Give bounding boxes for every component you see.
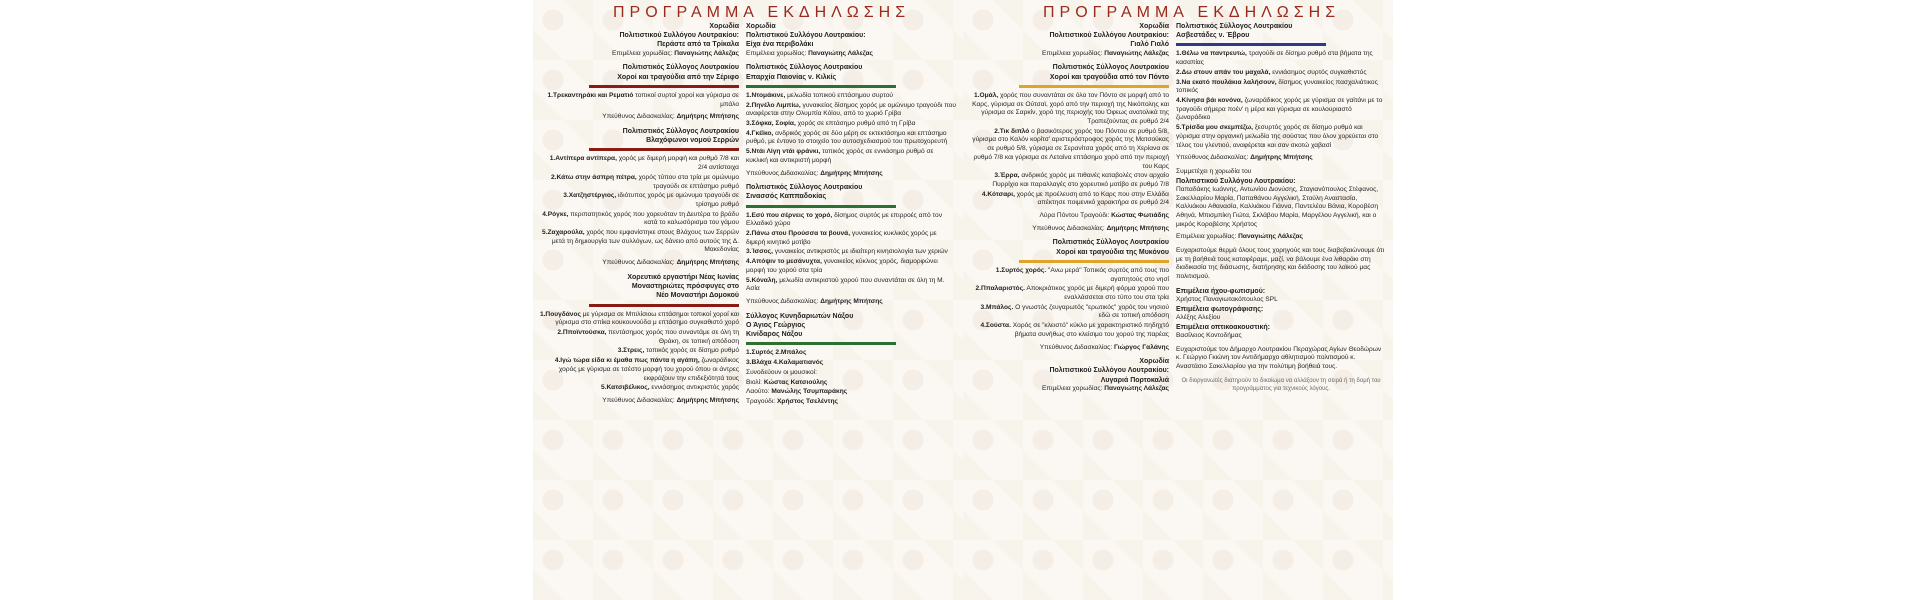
dance-item [539,192,739,209]
dance-name: 1.Συρτός χορός. [995,266,1047,274]
dance-description: χορός που συναντάται σε όλο τον Πόντο σε μορφή από το Καρς, γύρισμα σε Ούτσαϊ, χορό από την περιοχή της Νικόπολης και γύρισμα σε Σαρκίν, χορό της περιοχής του Όφεως ανατολικά της Τραπεζούντας σε ρυθμό 2/4 [972,91,1169,125]
dance-item [1176,69,1386,78]
dance-description: τοπικός χορός σε δίσημο ρυθμό [644,347,739,355]
responsible-line [539,113,739,122]
responsible-line [539,50,739,59]
dance-description: γυναικείος αντικριστός με ιδιαίτερη κινησιολογία των χεριών [772,248,948,256]
block-heading-line: Επαρχία Παιονίας ν. Κιλκίς [746,73,837,81]
block-heading-line: Περάστε από τα Τρίκαλα [657,41,739,49]
column-1 [969,22,1169,399]
program-sheet-right [963,0,1393,600]
dance-description: ξεσυρτός χορός σε δίσημο ρυθμό και γύρισμα στην οργανική μελωδία της σούστας που όλον χορεύεται στο τέλος του γλεντιού, αναφέρεται και σαν σκοτώ χαβασί [1176,124,1379,149]
responsible-name: Γιώργος Γαλάνης [1114,343,1169,351]
dance-item [746,130,956,147]
program-block [969,22,1169,58]
choir-intro: Συμμετέχει η χορωδία του [1176,167,1252,175]
organizer-note: Οι διοργανωτές διατηρούν το δικαίωμα να αλλάξουν τη σειρά ή τη δομή του προγράμματος για τεχνικούς λόγους. [1181,377,1381,392]
dance-description: ζωναράδικος χορός με γύρισμα σε τσέστο μορφή του χορού όπου οι άντρες εκφράζουν την επιδεξιότητά τους [558,357,739,382]
program-sheet-left [533,0,963,600]
credit-label: Συνοδεύουν οι μουσικοί: [746,368,818,376]
responsible-label: Επιμέλεια χορωδίας: [1042,384,1103,392]
program-block [969,63,1169,233]
dance-name: 3.Χατζηστέργιος, [563,192,617,200]
program-block [969,238,1169,352]
dance-name: 1.Συρτός 2.Μπάλος [746,349,807,357]
dance-name: 4.Κότσαρι, [981,190,1015,198]
program-title: ΠΡΟΓΡΑΜΜΑ ΕΚΔΗΛΩΣΗΣ [613,4,911,21]
dance-item [969,285,1169,302]
block-heading-line: Μοναστηριώτες πρόσφυγες στο [631,283,739,291]
credit-label: Βιολί: [746,378,762,386]
dance-item [539,347,739,356]
dance-name: 3.Να εκατό πουλάκια λαλήσουν, [1176,78,1277,86]
block-heading-line: Ασβεστάδες ν. Έβρου [1176,32,1250,40]
dance-item [746,120,956,129]
responsible-label: Υπεύθυνος Διδασκαλίας: [602,259,675,267]
credit-name: Κώστας Φωτιάδης [1111,212,1169,220]
divider-bar [1019,260,1169,263]
dance-item [969,191,1169,208]
dance-description: γυναικείος κυκλικός χορός με διμερή κινητικό μοτίβο [746,230,937,246]
dance-description: γυναικείος δίσημος χορός με ομώνυμο τραγούδι που αναφέρεται στην Ολυμπία Κόϊου, από το χωριό Γρίβα [746,101,956,118]
block-heading-line: Πολιτιστικού Συλλόγου Λουτρακίου: [1049,32,1169,40]
credit-name: Χρήστος Παναγιωτακόπουλος SPL [1176,296,1278,304]
responsible-name: Δημήτρης Μπήτσης [676,113,739,121]
dance-name: 4.Γκέϊκο, [746,129,774,137]
dance-name: 2.Πποϊντούσκα, [557,329,607,336]
program-block [969,357,1169,393]
dance-item [969,172,1169,189]
dance-name: 5.Κατσιβέλικος, [601,384,650,392]
block-heading-line: Χοροί και τραγούδια από την Σέριφο [617,73,739,81]
dance-item [1176,97,1386,123]
dance-name: 1.Ντομάκινε, [746,91,786,99]
dance-item [1176,50,1386,67]
responsible-name: Παναγιώτης Λάλεζας [808,49,873,57]
responsible-label: Επιμέλεια χορωδίας: [1176,233,1237,241]
block-heading-line: Λυγαριά Πορτοκαλιά [1100,376,1169,384]
block-heading-line: Πολιτιστικού Συλλόγου Λουτρακίου: [1049,367,1169,375]
dance-item [746,248,956,257]
responsible-label: Υπεύθυνος Διδασκαλίας: [1032,224,1105,232]
responsible-name: Δημήτρης Μπήτσης [1250,154,1313,162]
dance-description: χορός με προέλευση από το Καρς που στην Ελλάδα απέκτησε ποιμενικό χαρακτήρα σε ρυθμό 2/4 [1014,190,1169,207]
responsible-label: Υπεύθυνος Διδασκαλίας: [602,396,675,404]
dance-item [539,174,739,191]
divider-bar [589,148,739,151]
block-heading-line: Χοροί και τραγούδια της Μυκόνου [1056,248,1169,256]
dance-name: 4.Σούστα. [980,322,1011,330]
dance-description: ανδρικός χορός με πιθανές καταβολές στον αρχαίο Πυρρίχιο και παραλλαγές στο χορευτικό μοτίβο σε ρυθμό 7/8 [992,172,1169,188]
credit-name: Βασίλειος Κοντοδήμας [1176,331,1242,339]
responsible-label: Υπεύθυνος Διδασκαλίας: [1039,343,1113,351]
dance-name: 5.Ντάι Λίγη ντάι φράνκι, [746,148,821,156]
responsible-name: Δημήτρης Μπήτσης [820,298,883,305]
block-heading-line: Ο Άγιος Γεώργιος [746,321,806,329]
responsible-name: Παναγιώτης Λάλεζας [1104,384,1169,392]
credit-name: Μανώλης Τσυμπαράκης [771,388,848,396]
thanks-text-2: Ευχαριστούμε τον Δήμαρχο Λουτρακίου Περαχώρας Αγίων Θεοδώρων κ. Γεώργιο Γκιώνη τον Αντιδήμαρχο αθλητισμού πολιτισμού κ. Αναστάσιο Σακελλαρίου για την πολύτιμη βοήθειά τους. [1176,345,1382,371]
dance-item [539,229,739,255]
responsible-line [539,397,739,406]
responsible-label: Επιμέλεια χορωδίας: [612,49,673,57]
block-heading-line: Πολιτιστικός Σύλλογος Λουτρακίου [1052,64,1169,72]
responsible-line [969,225,1169,234]
dance-name: 4.Κίνησα βάι κονόνα, [1176,96,1243,104]
block-heading-line: Πολιτιστικός Σύλλογος Λουτρακίου [746,64,863,72]
responsible-name: Δημήτρης Μπήτσης [820,169,883,177]
dance-description: τραγούδι σε δίσημο ρυθμό στα βήματα της κασαπίας [1176,50,1373,67]
dance-item [746,258,956,275]
dance-item [969,128,1169,172]
dance-description: χορός τύπου στα τρία με ομώνυμο τραγούδι σε επτάσημο ρυθμό [636,173,739,190]
production-credits [1176,287,1386,341]
dance-name: 2.Πηνέλο Λιμπίω, [746,101,801,109]
program-block [539,63,739,122]
column-1 [539,22,739,411]
dance-name: 2.Ππαλαριστός. [975,285,1025,293]
dance-name: 1.Τρεκαντηράκι και Ρεματιό [547,91,634,99]
responsible-line [969,50,1169,59]
credit-label: Λαούτο: [746,388,770,396]
credit-label: Επιμέλεια ήχου-φωτισμού: [1176,287,1266,295]
program-block [746,63,956,178]
thanks-text: Ευχαριστούμε θερμά όλους τους χορηγούς και τους διαβεβαιώνουμε ότι με τη βοήθειά τους καταφέραμε, μαζί, να βάλουμε ένα λιθαράκι στη διαδικασία της διάσωσης, διατήρησης και διάδοσης του λαϊκού μας πολιτισμού. [1176,247,1385,281]
responsible-name: Δημήτρης Μπήτσης [1106,224,1169,232]
dance-item [539,155,739,172]
dance-item [539,329,739,346]
dance-description: Χορός σε "κλειστό" κύκλο με χαρακτηριστικό πηδηχτό βήματα συνήθως στο κλείσιμο του χορού της παρέας [1010,322,1169,338]
block-heading-line: Πολιτιστικού Συλλόγου Λουτρακίου: [746,32,866,40]
program-block [746,312,956,407]
dance-description: χορός που εμφανίστηκε στους Βλάχους των Σερρών μετά τη δημιουργία των συλλόγων, ως δάνειο από αυτούς της Δ. Μακεδονίας [551,229,739,254]
dance-item [539,384,739,393]
block-heading-line: Χορωδία [746,23,776,30]
dance-description: μελωδία τοπικού επτάσημου συρτού [785,91,893,99]
block-heading-line: Πολιτιστικός Σύλλογος Λουτρακίου [746,184,863,192]
dance-description: Ο γνωστός ζευγαρωτός "ερωτικός" χορός του νησιού εδώ σε τοπική απόδοση [1013,303,1169,320]
credit-name: Κώστας Κατσιούλης [763,378,828,386]
block-heading-line: Είχα ένα περιβολάκι [746,41,814,49]
dance-description: χορός σε επτάσημο ρυθμό από τη Γρίβα [795,119,916,127]
dance-item [746,212,956,229]
responsible-name: Δημήτρης Μπήτσης [676,396,739,404]
responsible-label: Επιμέλεια χορωδίας: [1042,49,1103,57]
dance-description: δίσημος γυναικείος πασχαλιάτικος τοπικός [1176,78,1378,95]
program-title: ΠΡΟΓΡΑΜΜΑ ΕΚΔΗΛΩΣΗΣ [1043,4,1341,21]
divider-bar [589,85,739,88]
program-block [539,22,739,58]
dance-name: 3.Στρεις, [617,347,645,355]
block-heading-line: Νέο Μοναστήρι Δομοκού [656,292,739,300]
responsible-name: Παναγιώτης Λάλεζας [1104,49,1169,57]
dance-name: 5.Ζαχαρούλα, [542,229,585,237]
program-block [539,127,739,268]
responsible-line [746,170,956,179]
responsible-line [1176,233,1386,242]
dance-name: 1.Αντίπερα αντίπερα, [549,155,617,163]
block-heading-line: Πολιτιστικός Σύλλογος Λουτρακίου [1052,239,1169,247]
dance-item [969,304,1169,321]
dance-item [539,357,739,383]
responsible-label: Υπεύθυνος Διδασκαλίας: [602,113,675,121]
dance-name: 4.Ιγώ τώρα είδα κι έμαθα πως πάντα η αγάπη, [554,357,700,365]
block-heading-line: Χορωδία [709,23,739,30]
musician-credit [746,388,956,397]
block-heading-line: Χορωδία [1139,23,1169,30]
dance-name: 3.Μπάλος. [980,303,1014,311]
dance-description: χορός με διμερή μορφή και ρυθμό 7/8 και 2/4 αντίστοιχα [616,155,739,172]
responsible-name: Παναγιώτης Λάλεζας [1238,233,1303,241]
dance-name: 4.Απόψιν το μεσάνυχτα, [746,258,822,266]
program-block [746,183,956,307]
block-heading-line: Σύλλογος Κυνηδαριωτών Νάξου [746,312,854,320]
dance-item [1176,124,1386,150]
column-2 [746,22,956,412]
dance-item [1176,79,1386,96]
responsible-line [746,298,956,307]
dance-name: 3.Σόφκα, Σοφία, [746,119,796,127]
credit-name: Αλέξης Αλεξίου [1176,314,1221,322]
dance-description: με γύρισμα σε Μπιλίσιοω επτάσημοι τοπικοί χοροί και γύρισμα στο σπίκα κουκουνούδα μ επτάσημο συγκαθιστό χορό [555,310,739,327]
responsible-line [969,385,1169,394]
credit-label: Λύρα Πόντου Τραγούδι: [1039,212,1110,220]
dance-item [539,311,739,328]
dance-item [746,148,956,165]
dance-name: 2.Κάτω στην άσπρη πέτρα, [550,173,637,181]
dance-name: 2.Τικ διπλό [994,127,1030,135]
dance-name: 2.Δω στουν απάν του μαχαλά, [1176,68,1271,76]
musician-credit [746,369,956,378]
block-heading-line: Πολιτιστικός Σύλλογος Λουτρακίου [622,127,739,135]
block-heading-line: Χορωδία [1139,358,1169,366]
choir-members: Παπαδάκης Ιωάννης, Αντωνίου Διονύσης, Σταγιανόπουλος Στέφανος, Σακελλαρίου Μαρία, Παπαθάνου Αγγελική, Στούλη Αναστασία, Καλλιάκου Αθανασία, Καλλιάκου Γιάννα, Παντελέου Βάνια, Κοροβέση Αθηνά, Μπισμπίκη Γιώτα, Σκλάβου Μαρία, Μαργέλου Αγγελική, και ο μικρός Κοροβέσης Χρήστος [1176,185,1379,228]
dance-name: 1.Εσύ που σέρνεις το χορό, [746,211,833,219]
choir-section [1176,168,1386,242]
dance-description: τοπικός χορός σε εννιάσημο ρυθμό σε κυκλική και αντικριστή μορφή [746,148,934,164]
dance-item [746,230,956,247]
divider-bar [746,342,896,345]
dance-item [969,267,1169,284]
dance-item [539,211,739,228]
responsible-name: Δημήτρης Μπήτσης [676,259,739,267]
column-2 [1176,22,1386,394]
responsible-line [539,259,739,268]
dance-description: ο βασικότερος χορός του Πόντου σε ρυθμό 5/8, γύρισμα στο Καλόν κορίτσ' αριστερόστροφος χορός της Ματσούκας σε ρυθμό 5/8, γύρισμα σε Σερανίτσα χορός από τη Χερίανα σε ρυθμό 7/8 και γύρισμα σε Λεταίνα επτάσημο χορό από την περιοχή του Καρς [972,127,1169,170]
responsible-line [746,50,956,59]
dance-item [746,102,956,119]
responsible-label: Υπεύθυνος Διδασκαλίας: [746,169,819,177]
dance-name: 3.Ίσσος, [746,248,773,256]
program-block [746,22,956,58]
divider-bar [589,304,739,307]
dance-item [746,92,956,101]
block-heading-line: Πολιτιστικός Σύλλογος Λουτρακίου [1176,23,1293,30]
dance-item [539,92,739,109]
dance-description: πεντάσημος χορός που συναντάμε σε όλη τη Θράκη, σε τοπική απόδοση [606,329,739,345]
responsible-line [969,344,1169,353]
dance-name: 1.Πουγδάνος [539,310,581,318]
dance-description: "Ανω μερά" Τοπικός συρτός από τους πιο αγαπητούς στο νησί [1046,266,1169,283]
dance-item [969,92,1169,127]
dance-name: 5.Τρίσδα μου σκεμπέζω, [1176,124,1254,132]
dance-name: 1.Θέλω να παντρευτώ, [1176,50,1247,58]
dance-item [746,359,956,368]
dance-name: 3.Έρρα, [994,172,1020,180]
dance-description: Αποκριάτικος χορός με διμερή φόρμα χορού που εναλλάσσεται στο τύπο του στα τρία [1024,285,1169,301]
credit-name: Χρήστος Τσελέντης [776,397,838,405]
dance-item [969,322,1169,339]
dance-description: εννιάσημος αντικριστός χορός [649,384,739,392]
program-block [1176,22,1386,163]
dance-item [746,349,956,358]
block-heading-line: Γιαλό Γιαλό [1130,41,1169,49]
responsible-name: Παναγιώτης Λάλεζας [674,49,739,57]
block-heading-line: Κινίδαρος Νάξου [746,331,803,339]
dance-description: δίσημος συρτός με επιρροές από τον Ελλαδικό χώρο [746,211,943,228]
responsible-label: Υπεύθυνος Διδασκαλίας: [1176,154,1249,162]
dance-description: τοπικοί συρτοί χοροί και γύρισμα σε μπάλο [633,91,739,108]
responsible-line [1176,154,1386,163]
divider-bar [746,85,896,88]
dance-description: εννιάσημος συρτός συγκαθιστός [1270,68,1367,76]
musician-credit [969,212,1169,221]
responsible-label: Υπεύθυνος Διδασκαλίας: [746,298,819,305]
dance-description: γυναικείος κύκλιος χορός, διαμορφώνει μορφή του χορού στα τρία [746,258,938,274]
block-heading-line: Πολιτιστικού Συλλόγου Λουτρακίου: [619,32,739,40]
program-block [539,273,739,406]
responsible-label: Επιμέλεια χορωδίας: [746,49,807,57]
block-heading-line: Χοροί και τραγούδια από τον Πόντο [1049,73,1169,81]
dance-item [746,277,956,294]
dance-name: 4.Ρόγκε, [542,210,569,218]
dance-name: 3.Βλάχα 4.Καλαματιανός [746,359,824,367]
dance-description: ζωναράδικος χορός με γύρισμα σε γαϊτάνι με το τραγούδι σήμερα ποέν' η μέρα και γύρισμα σε κουλουριαστό ζωναράδικο [1176,96,1383,122]
dance-name: 5.Κόναλη, [746,276,778,284]
dance-name: 1.Ομάλ, [973,91,999,99]
block-heading-line: Πολιτιστικός Σύλλογος Λουτρακίου [622,64,739,72]
block-heading-line: Σινασσός Καππαδοκίας [746,193,827,201]
divider-bar [1176,43,1326,46]
dance-description: ιδιότυπος χορός με ομώνυμο τραγούδι σε τρίσημο ρυθμό [616,192,739,208]
divider-bar [746,205,896,208]
choir-org: Πολιτιστικού Συλλόγου Λουτρακίου: [1176,177,1296,185]
credit-label: Τραγούδι: [746,397,776,405]
credit-label: Επιμέλεια φωτογράφισης: [1176,305,1264,313]
block-heading-line: Χορευτικό εργαστήρι Νέας Ιωνίας [627,273,739,281]
dance-description: περιπατητικός χορός που χορευόταν τη Δευτέρα το βράδυ κατά το καλωσόρισμα του γάμου [568,210,739,227]
dance-name: 2.Πάνω στου Προύσσα τα βουνά, [746,230,851,238]
credit-label: Επιμέλεια οπτικοακουστική: [1176,323,1270,331]
divider-bar [1019,85,1169,88]
musician-credit [746,379,956,388]
musician-credit [746,398,956,407]
block-heading-line: Βλαχόφωνοι νομού Σερρών [646,137,739,145]
dance-description: ανδρικός χορός σε δύο μέρη σε εκτεκτάσημο και επτάσημο ρυθμό, με έντονο το στοιχείο του αυτοσχεδιασμού του πρωτοχορευτή [746,129,948,146]
dance-description: μελωδία αντικριστού χορού που συναντάται σε όλη τη Μ. Ασία [746,276,945,293]
